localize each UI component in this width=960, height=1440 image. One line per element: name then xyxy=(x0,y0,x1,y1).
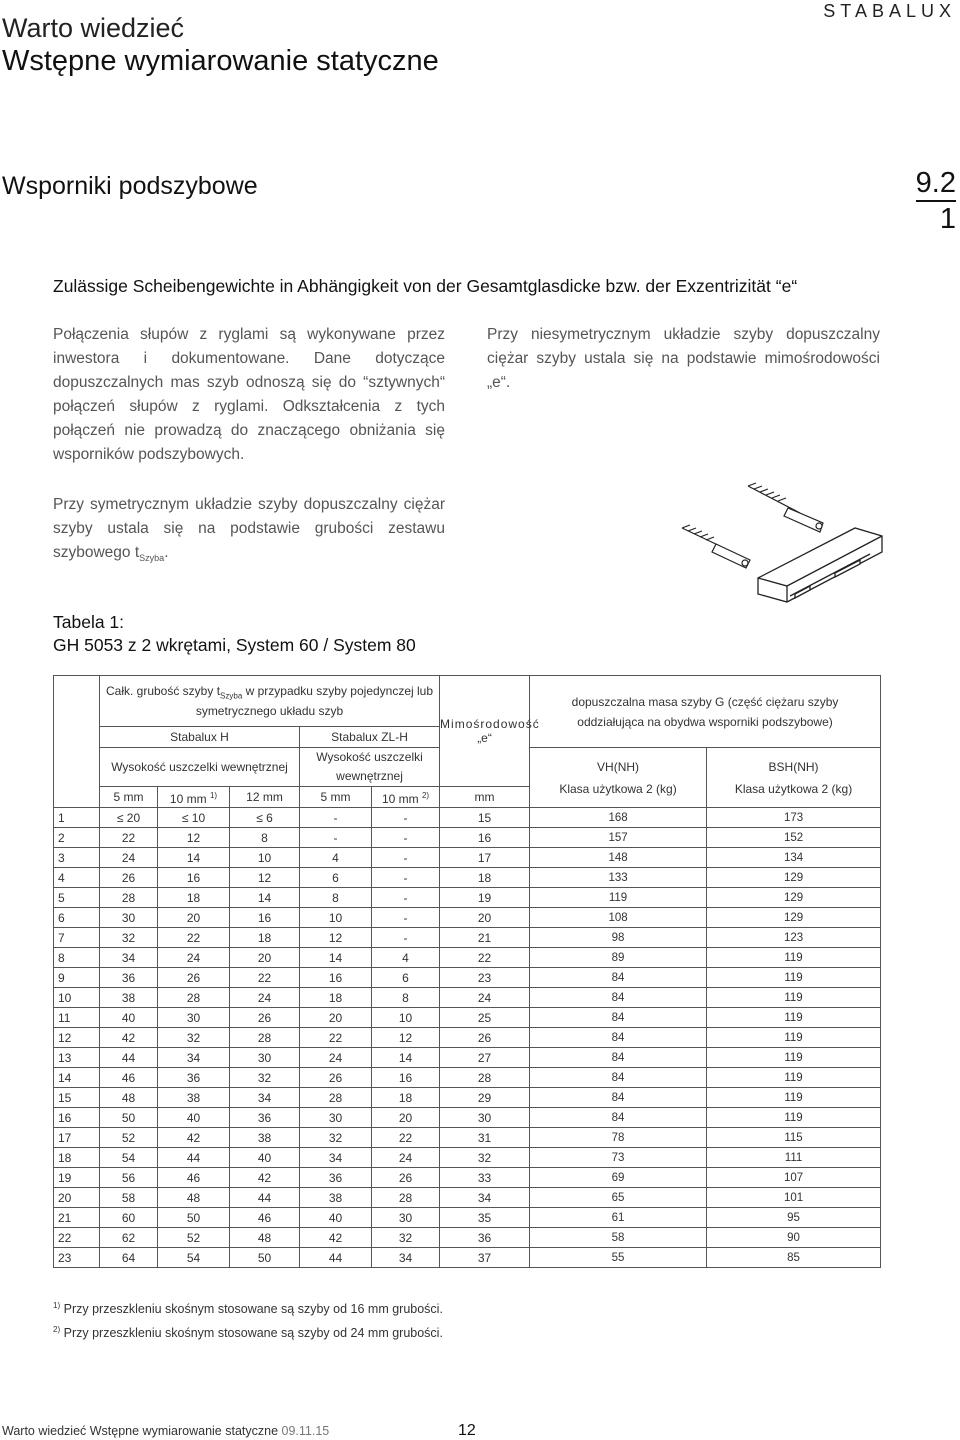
table-cell: 34 xyxy=(300,1148,372,1168)
table-cell: 1 xyxy=(54,808,100,828)
footnote-2-mark: 2) xyxy=(53,1325,61,1334)
table-cell: - xyxy=(300,828,372,848)
col-10mm-b-label: 10 mm xyxy=(381,791,419,806)
gasket-zlh-header: Wysokość uszczelki wewnętrznej xyxy=(300,748,440,787)
table-cell: 34 xyxy=(440,1188,530,1208)
table-cell: 14 xyxy=(158,848,230,868)
table-cell: 73 xyxy=(530,1148,707,1168)
support-block-icon xyxy=(758,528,882,602)
table-cell: 6 xyxy=(372,968,440,988)
table-cell: 56 xyxy=(100,1168,158,1188)
table-row xyxy=(54,1188,881,1208)
table-cell: 36 xyxy=(440,1228,530,1248)
total-thickness-text-a: Całk. grubość szyby t xyxy=(105,684,221,699)
table-cell: 12 xyxy=(300,928,372,948)
table-cell: 119 xyxy=(707,948,881,968)
table-cell: 16 xyxy=(54,1108,100,1128)
table-row xyxy=(54,1008,881,1028)
bsh-class: Klasa użytkowa 2 (kg) xyxy=(734,781,853,796)
table-cell: 60 xyxy=(100,1208,158,1228)
table-cell: 40 xyxy=(300,1208,372,1228)
table-cell: 26 xyxy=(158,968,230,988)
table-cell: 50 xyxy=(158,1208,230,1228)
table-cell: 58 xyxy=(530,1228,707,1248)
table-cell: 4 xyxy=(300,848,372,868)
table-cell: 18 xyxy=(230,928,300,948)
table-cell: 38 xyxy=(300,1188,372,1208)
table-subtitle: GH 5053 z 2 wkrętami, System 60 / System 80 xyxy=(53,635,416,655)
table-cell: 18 xyxy=(300,988,372,1008)
footnote-1 xyxy=(53,1301,443,1316)
table-cell: 8 xyxy=(372,988,440,1008)
table-cell: 28 xyxy=(372,1188,440,1208)
col-12mm: 12 mm xyxy=(230,787,300,808)
table-cell: 50 xyxy=(230,1248,300,1268)
col-5mm: 5 mm xyxy=(100,787,158,808)
table-cell: 168 xyxy=(530,808,707,828)
table-cell: 20 xyxy=(440,908,530,928)
table-cell: 38 xyxy=(230,1128,300,1148)
table-cell: 8 xyxy=(54,948,100,968)
table-cell: 9 xyxy=(54,968,100,988)
table-row xyxy=(54,868,881,888)
footnote-1-mark: 1) xyxy=(53,1301,61,1310)
subtitle: Zulässige Scheibengewichte in Abhängigkeit von der Gesamtglasdicke bzw. der Exzentrizität “e“ xyxy=(53,276,798,296)
table-cell: 16 xyxy=(158,868,230,888)
table-cell: 29 xyxy=(440,1088,530,1108)
table-cell: 10 xyxy=(230,848,300,868)
table-row xyxy=(54,1208,881,1228)
table-row xyxy=(54,968,881,988)
table-row xyxy=(54,1048,881,1068)
page-index-number: 1 xyxy=(939,203,956,235)
table-cell: 18 xyxy=(372,1088,440,1108)
table-cell: 119 xyxy=(707,1028,881,1048)
table-cell: 32 xyxy=(300,1128,372,1148)
table-cell: 34 xyxy=(372,1248,440,1268)
table-cell: 38 xyxy=(158,1088,230,1108)
table-cell: 58 xyxy=(100,1188,158,1208)
paragraph-symmetric xyxy=(53,493,445,570)
paragraph-symmetric-sub: Szyba xyxy=(139,553,165,564)
table-cell: 2 xyxy=(54,828,100,848)
table-cell: 28 xyxy=(230,1028,300,1048)
table-cell: 129 xyxy=(707,908,881,928)
table-cell: 14 xyxy=(300,948,372,968)
table-cell: 84 xyxy=(530,1028,707,1048)
table-cell: 95 xyxy=(707,1208,881,1228)
table-cell: - xyxy=(372,808,440,828)
chapter-number: 9.2 xyxy=(916,166,956,202)
glass-support-illustration xyxy=(660,478,885,623)
table-cell: 26 xyxy=(440,1028,530,1048)
table-cell: ≤ 20 xyxy=(100,808,158,828)
table-cell: 111 xyxy=(707,1148,881,1168)
table-cell: 84 xyxy=(530,1108,707,1128)
table-cell: 50 xyxy=(100,1108,158,1128)
table-cell: 22 xyxy=(100,828,158,848)
table-cell: 30 xyxy=(300,1108,372,1128)
table-cell: 173 xyxy=(707,808,881,828)
table-cell: 65 xyxy=(530,1188,707,1208)
table-cell: - xyxy=(300,808,372,828)
table-cell: 24 xyxy=(100,848,158,868)
table-cell: 36 xyxy=(158,1068,230,1088)
permissible-mass-header: dopuszczalna masa szyby G (część ciężaru szyby oddziałująca na obydwa wsporniki podszybowe) xyxy=(530,676,881,748)
screw-lower-icon xyxy=(682,525,750,568)
bsh-label: BSH(NH) xyxy=(768,759,819,774)
table-cell: 31 xyxy=(440,1128,530,1148)
table-cell: 46 xyxy=(158,1168,230,1188)
table-cell: 24 xyxy=(440,988,530,1008)
table-cell: 20 xyxy=(372,1108,440,1128)
table-cell: 44 xyxy=(230,1188,300,1208)
table-cell: 16 xyxy=(230,908,300,928)
table-cell: 17 xyxy=(54,1128,100,1148)
footer-text: Warto wiedzieć Wstępne wymiarowanie statyczne xyxy=(2,1424,279,1438)
table-cell: 55 xyxy=(530,1248,707,1268)
col-10mm-label: 10 mm xyxy=(169,791,207,806)
table-row xyxy=(54,1148,881,1168)
table-row xyxy=(54,848,881,868)
table-row xyxy=(54,928,881,948)
table-title: Tabela 1: xyxy=(53,612,125,632)
table-cell: 6 xyxy=(300,868,372,888)
table-cell: 3 xyxy=(54,848,100,868)
table-cell: 10 xyxy=(54,988,100,1008)
table-cell: 12 xyxy=(372,1028,440,1048)
table-cell: 35 xyxy=(440,1208,530,1228)
table-cell: 34 xyxy=(100,948,158,968)
table-cell: 108 xyxy=(530,908,707,928)
table-cell: 12 xyxy=(54,1028,100,1048)
table-cell: 13 xyxy=(54,1048,100,1068)
table-cell: 30 xyxy=(158,1008,230,1028)
table-cell: 101 xyxy=(707,1188,881,1208)
table-cell: 115 xyxy=(707,1128,881,1148)
table-cell: 90 xyxy=(707,1228,881,1248)
table-cell: 119 xyxy=(707,1088,881,1108)
table-cell: 61 xyxy=(530,1208,707,1228)
table-cell: - xyxy=(372,828,440,848)
table-cell: 23 xyxy=(440,968,530,988)
table-cell: - xyxy=(372,928,440,948)
table-cell: 24 xyxy=(300,1048,372,1068)
table-cell: 19 xyxy=(440,888,530,908)
table-cell: 12 xyxy=(158,828,230,848)
table-row xyxy=(54,1088,881,1108)
table-cell: 119 xyxy=(530,888,707,908)
table-cell: 36 xyxy=(230,1108,300,1128)
table-cell: 22 xyxy=(230,968,300,988)
table-cell: 32 xyxy=(100,928,158,948)
table-cell: 84 xyxy=(530,968,707,988)
gasket-h-header: Wysokość uszczelki wewnętrznej xyxy=(100,748,300,787)
table-cell: 157 xyxy=(530,828,707,848)
table-cell: 34 xyxy=(230,1088,300,1108)
table-cell: 48 xyxy=(158,1188,230,1208)
table-cell: 22 xyxy=(158,928,230,948)
table-cell: 20 xyxy=(300,1008,372,1028)
table-cell: 123 xyxy=(707,928,881,948)
table-cell: 8 xyxy=(300,888,372,908)
table-cell: 18 xyxy=(158,888,230,908)
header-title-line1: Warto wiedzieć xyxy=(2,13,185,43)
table-cell: 32 xyxy=(372,1228,440,1248)
stabalux-zlh-header: Stabalux ZL-H xyxy=(300,727,440,748)
table-cell: 21 xyxy=(54,1208,100,1228)
table-cell: 15 xyxy=(440,808,530,828)
table-cell: 30 xyxy=(230,1048,300,1068)
section-title: Wsporniki podszybowe xyxy=(2,172,258,200)
table-row xyxy=(54,988,881,1008)
total-thickness-sub: Szyba xyxy=(220,691,243,701)
table-cell: 40 xyxy=(158,1108,230,1128)
table-cell: 119 xyxy=(707,1008,881,1028)
table-cell: 107 xyxy=(707,1168,881,1188)
table-cell: 26 xyxy=(100,868,158,888)
table-cell: 54 xyxy=(158,1248,230,1268)
paragraph-connections: Połączenia słupów z ryglami są wykonywane przez inwestora i dokumentowane. Dane dotyczące dopuszczalnych mas szyb odnoszą się do “sztywnych“ połączeń słupów z ryglami. Odkształcenia z tych połączeń nie prowadzą do znaczącego obniżania się wsporników podszybowych. xyxy=(53,326,445,463)
table-cell: 19 xyxy=(54,1168,100,1188)
table-cell: 28 xyxy=(300,1088,372,1108)
table-cell: 133 xyxy=(530,868,707,888)
eccentricity-symbol: „e“ xyxy=(477,731,492,745)
table-cell: 36 xyxy=(300,1168,372,1188)
table-cell: 89 xyxy=(530,948,707,968)
table-cell: 54 xyxy=(100,1148,158,1168)
footer-date: 09.11.15 xyxy=(281,1424,330,1438)
table-cell: 84 xyxy=(530,988,707,1008)
table-cell: 37 xyxy=(440,1248,530,1268)
table-cell: 48 xyxy=(230,1228,300,1248)
table-cell: 30 xyxy=(440,1108,530,1128)
table-cell: 44 xyxy=(100,1048,158,1068)
table-cell: 69 xyxy=(530,1168,707,1188)
table-cell: 17 xyxy=(440,848,530,868)
footnote-1-text: Przy przeszkleniu skośnym stosowane są szyby od 16 mm grubości. xyxy=(63,1302,443,1317)
table-cell: 12 xyxy=(230,868,300,888)
table-cell: 16 xyxy=(300,968,372,988)
row-number-header xyxy=(54,676,100,808)
table-row xyxy=(54,1028,881,1048)
table-cell: 25 xyxy=(440,1008,530,1028)
table-cell: 40 xyxy=(100,1008,158,1028)
table-cell: 22 xyxy=(54,1228,100,1248)
stabalux-h-header: Stabalux H xyxy=(100,727,300,748)
eccentricity-header xyxy=(440,676,540,787)
table-cell: 4 xyxy=(54,868,100,888)
table-cell: 84 xyxy=(530,1048,707,1068)
table-cell: 30 xyxy=(100,908,158,928)
table-cell: 24 xyxy=(372,1148,440,1168)
table-cell: 119 xyxy=(707,988,881,1008)
table-row xyxy=(54,1248,881,1268)
table-cell: 148 xyxy=(530,848,707,868)
total-thickness-text-b: w przypadku szyby pojedynczej lub symetrycznego układu szyb xyxy=(195,684,434,718)
table-cell: 34 xyxy=(158,1048,230,1068)
table-cell: 10 xyxy=(372,1008,440,1028)
table-cell: 22 xyxy=(300,1028,372,1048)
table-cell: 62 xyxy=(100,1228,158,1248)
table-row xyxy=(54,1168,881,1188)
table-row xyxy=(54,828,881,848)
table-cell: 28 xyxy=(100,888,158,908)
table-cell: 8 xyxy=(230,828,300,848)
table-cell: 84 xyxy=(530,1008,707,1028)
table-cell: 26 xyxy=(230,1008,300,1028)
table-cell: 32 xyxy=(230,1068,300,1088)
table-cell: 119 xyxy=(707,1068,881,1088)
table-cell: 11 xyxy=(54,1008,100,1028)
table-cell: 32 xyxy=(158,1028,230,1048)
table-cell: 119 xyxy=(707,1108,881,1128)
col-mm: mm xyxy=(440,787,530,808)
table-cell: 14 xyxy=(230,888,300,908)
table-cell: 98 xyxy=(530,928,707,948)
table-cell: 14 xyxy=(54,1068,100,1088)
screw-upper-icon xyxy=(748,483,823,532)
table-cell: 129 xyxy=(707,888,881,908)
table-cell: ≤ 10 xyxy=(158,808,230,828)
table-cell: 24 xyxy=(158,948,230,968)
glass-weight-table xyxy=(53,675,881,1268)
table-cell: 6 xyxy=(54,908,100,928)
table-cell: 22 xyxy=(440,948,530,968)
footnote-2-text: Przy przeszkleniu skośnym stosowane są szyby od 24 mm grubości. xyxy=(63,1326,443,1341)
table-row xyxy=(54,908,881,928)
table-row xyxy=(54,1108,881,1128)
table-cell: 48 xyxy=(100,1088,158,1108)
table-cell: 64 xyxy=(100,1248,158,1268)
table-cell: 84 xyxy=(530,1088,707,1108)
table-cell: 7 xyxy=(54,928,100,948)
table-cell: ≤ 6 xyxy=(230,808,300,828)
table-cell: 5 xyxy=(54,888,100,908)
table-cell: 20 xyxy=(54,1188,100,1208)
table-cell: 44 xyxy=(158,1148,230,1168)
table-cell: 44 xyxy=(300,1248,372,1268)
table-cell: 28 xyxy=(158,988,230,1008)
col-10mm-b xyxy=(372,787,440,808)
table-cell: 32 xyxy=(440,1148,530,1168)
table-row xyxy=(54,808,881,828)
table-cell: 23 xyxy=(54,1248,100,1268)
table-row xyxy=(54,948,881,968)
vh-header xyxy=(530,748,707,808)
table-cell: - xyxy=(372,888,440,908)
total-thickness-header xyxy=(100,676,440,727)
footer xyxy=(2,1424,329,1438)
vh-label: VH(NH) xyxy=(597,759,640,774)
table-cell: 14 xyxy=(372,1048,440,1068)
table-cell: 27 xyxy=(440,1048,530,1068)
table-cell: 36 xyxy=(100,968,158,988)
table-cell: 84 xyxy=(530,1068,707,1088)
table-body xyxy=(54,808,881,1268)
table-cell: - xyxy=(372,848,440,868)
table-cell: 30 xyxy=(372,1208,440,1228)
footnote-2 xyxy=(53,1325,443,1340)
paragraph-symmetric-text: Przy symetrycznym układzie szyby dopuszczalny ciężar szyby ustala się na podstawie grubości zestawu szybowego t xyxy=(53,496,445,561)
table-cell: 15 xyxy=(54,1088,100,1108)
table-cell: 10 xyxy=(300,908,372,928)
table-cell: 26 xyxy=(372,1168,440,1188)
paragraph-symmetric-end: . xyxy=(164,544,169,561)
table-cell: 42 xyxy=(100,1028,158,1048)
table-cell: 16 xyxy=(440,828,530,848)
table-cell: 22 xyxy=(372,1128,440,1148)
paragraph-asymmetric: Przy niesymetrycznym układzie szyby dopuszczalny ciężar szyby ustala się na podstawie mimośrodowości „e“. xyxy=(487,326,880,391)
table-cell: 85 xyxy=(707,1248,881,1268)
table-cell: 26 xyxy=(300,1068,372,1088)
bsh-header xyxy=(707,748,881,808)
table-cell: 28 xyxy=(440,1068,530,1088)
col-10mm xyxy=(158,787,230,808)
table-cell: 20 xyxy=(158,908,230,928)
header-title-line2: Wstępne wymiarowanie statyczne xyxy=(2,45,439,77)
table-cell: 52 xyxy=(100,1128,158,1148)
section-number xyxy=(916,166,956,236)
table-cell: 46 xyxy=(100,1068,158,1088)
table-cell: 52 xyxy=(158,1228,230,1248)
table-cell: 38 xyxy=(100,988,158,1008)
eccentricity-label: Mimośrodowość xyxy=(440,717,540,731)
table-cell: 42 xyxy=(230,1168,300,1188)
table-cell: 20 xyxy=(230,948,300,968)
table-cell: 40 xyxy=(230,1148,300,1168)
table-cell: 4 xyxy=(372,948,440,968)
table-cell: 134 xyxy=(707,848,881,868)
table-cell: 33 xyxy=(440,1168,530,1188)
table-cell: 78 xyxy=(530,1128,707,1148)
table-row xyxy=(54,1228,881,1248)
table-cell: 119 xyxy=(707,1048,881,1068)
col-10mm-b-note: 2) xyxy=(421,790,430,800)
table-cell: - xyxy=(372,868,440,888)
table-row xyxy=(54,1068,881,1088)
table-cell: 18 xyxy=(440,868,530,888)
col-5mm-b: 5 mm xyxy=(300,787,372,808)
table-row xyxy=(54,1128,881,1148)
table-cell: - xyxy=(372,908,440,928)
table-cell: 129 xyxy=(707,868,881,888)
table-cell: 119 xyxy=(707,968,881,988)
table-row xyxy=(54,888,881,908)
brand-logo: STABALUX xyxy=(823,1,956,21)
table-cell: 21 xyxy=(440,928,530,948)
table-cell: 46 xyxy=(230,1208,300,1228)
table-cell: 18 xyxy=(54,1148,100,1168)
table-cell: 16 xyxy=(372,1068,440,1088)
table-cell: 152 xyxy=(707,828,881,848)
col-10mm-note: 1) xyxy=(209,790,218,800)
table-cell: 42 xyxy=(300,1228,372,1248)
table-cell: 42 xyxy=(158,1128,230,1148)
page-number: 12 xyxy=(458,1422,476,1439)
table-cell: 24 xyxy=(230,988,300,1008)
vh-class: Klasa użytkowa 2 (kg) xyxy=(559,781,677,796)
